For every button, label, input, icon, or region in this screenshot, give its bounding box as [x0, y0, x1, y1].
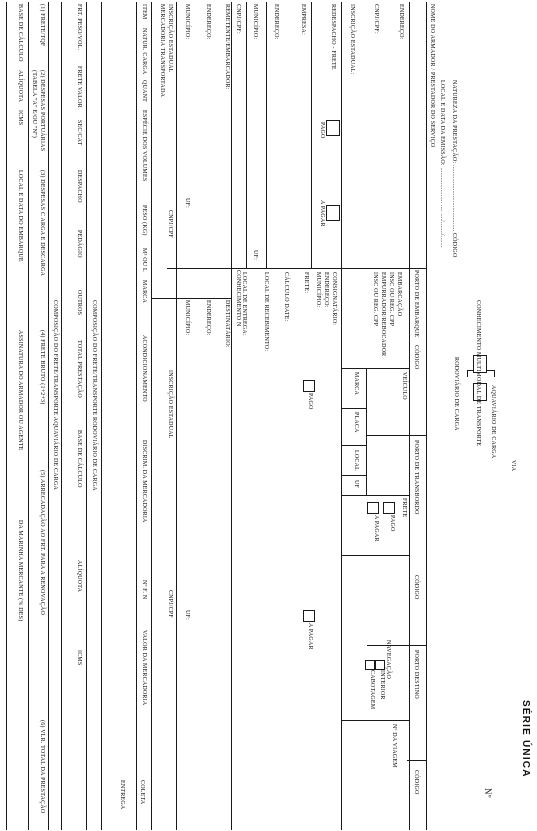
- comp-bottom-1: ALÍQUOTA: [17, 70, 23, 103]
- frete-cell-4: PEDÁGIO: [76, 230, 82, 258]
- comp-bottom-3: LOCAL E DATA DO EMBARQUE: [17, 170, 23, 262]
- endereco-label: ENDEREÇO:: [398, 4, 404, 40]
- comp-tabela-note: (TABELA "A" E/OU "N"): [31, 70, 37, 139]
- municipio-label-3: MUNICÍPIO:: [184, 300, 190, 336]
- comp-top-5: (6) VLR. TOTAL DA PRESTAÇÃO: [39, 720, 45, 814]
- comp-top-4: (5) ARRECADAÇÃO AO FRT. PARA A RENOVAÇÃO: [39, 470, 45, 616]
- conhecimento-title: CONHECIMENTO MULTIMODAL DE TRANSPORTE: [475, 300, 481, 447]
- comp-bottom-0: BASE DE CÁLCULO: [17, 4, 23, 62]
- endereco-consig: ENDEREÇO:: [323, 272, 329, 308]
- serie-unica-title: SÉRIE ÚNICA: [520, 700, 531, 778]
- divider-row-insc: [176, 2, 177, 830]
- cabotagem-checkbox[interactable]: [365, 660, 375, 670]
- merc-col-quant: QUANT: [141, 80, 147, 102]
- pago-label-left: PAGO: [319, 122, 325, 139]
- mercadoria-transportada-label: MERCADORIA TRANSPORTADA: [159, 4, 165, 98]
- vline-uf: [342, 475, 367, 476]
- municipio-label: MUNICÍPIO:: [252, 4, 258, 40]
- calculo-label: CÁLCULO DATE:: [283, 272, 289, 322]
- vline-frete: [342, 495, 410, 496]
- local-entrega-label: LOCAL DE ENTREGA:: [241, 272, 247, 336]
- porto-destino-label: PORTO DESTINO: [413, 650, 419, 699]
- merc-col-m3: M³ OU L: [141, 248, 147, 272]
- navegacao-label: NAVEGAÇÃO: [385, 640, 391, 680]
- codigo-label-3: CÓDIGO: [413, 770, 419, 795]
- remetente-label: REMETENTE/EMBARCADOR:: [224, 4, 230, 90]
- comp-bottom-2: ICMS: [17, 110, 23, 126]
- merc-table-top: [151, 2, 152, 830]
- local-data-emissao: LOCAL E DATA DA EMISSÃO: ..................... .... ..../......./.......: [439, 80, 445, 248]
- comp-bottom-4: ASSINATURA DO ARMADOR OU AGENTE: [17, 330, 23, 451]
- frete-cell-8: ALÍQUOTA: [76, 560, 82, 593]
- merc-col-marca: MARCA: [141, 280, 147, 304]
- frete-table-header-bottom: [86, 2, 87, 830]
- redespacho-apagar-checkbox[interactable]: [326, 205, 340, 221]
- vline-navegacao: [342, 555, 410, 556]
- vline-veiculo: [342, 368, 410, 369]
- cabotagem-label: CABOTAGEM: [369, 670, 375, 710]
- frete-cell-3: DESPACHO: [76, 170, 82, 203]
- merc-col-entrega: ENTREGA: [119, 780, 125, 810]
- consig-pago-label: PAGO: [307, 393, 313, 410]
- comp-top-3: (4) FRETE BRUTO (1+2+3): [39, 330, 45, 405]
- merc-col-coleta: COLETA: [139, 780, 145, 805]
- frete-cell-1: FRETE VALOR: [76, 66, 82, 108]
- uf-label-3: UF:: [184, 610, 190, 620]
- insc-reg-cpp-2: INSC OU REG. CPP: [372, 272, 378, 327]
- frete-cell-5: OUTROS: [76, 290, 82, 316]
- form-bottom-border: [6, 2, 7, 830]
- vline-placa: [342, 408, 367, 409]
- merc-col-natur: NATUR. CARGA: [141, 28, 147, 75]
- merc-col-especie: ESPÉCIE DOS VOLUMES: [141, 110, 147, 182]
- frete-table-top: [101, 2, 102, 830]
- embarcacao-label: EMBARCAÇÃO: [396, 272, 402, 317]
- local-recebimento-label: LOCAL DE RECEBIMENTO:: [263, 272, 269, 352]
- cnpj-cpf-label: CNPJ/CPF:: [373, 4, 379, 34]
- frete-rodoviario-title: COMPOSIÇÃO DO FRETE/TRANSPORTE RODOVIÁRIO DE CARGA: [91, 300, 97, 491]
- divider-row-remetente: [231, 2, 232, 830]
- merc-col-acondicionamento: ACONDICIONAMENTO: [141, 335, 147, 402]
- consig-apagar-checkbox[interactable]: [303, 610, 315, 622]
- comp-top-2: (3) DESPESAS C ARGA E DESCARGA: [39, 170, 45, 277]
- conhecimento-n-label: CONHECIMENTO N: [235, 270, 241, 327]
- comp-aquaviario-title: COMPOSIÇÃO DO FRETE/TRANSPORTE AQUAVIÁRIO DE CARGA: [52, 300, 58, 491]
- frete-header: FRETE: [401, 498, 407, 518]
- frete-cell-0: FRT. PESO/VOL.: [76, 4, 82, 51]
- inscricao-estadual-label: INSCRIÇÃO ESTADUAL:: [349, 4, 355, 75]
- empresa-label: EMPRESA:: [300, 4, 306, 35]
- empurrador-label: EMPURRADOR/REBOCADOR: [380, 272, 386, 357]
- veiculo-label: VEÍCULO: [401, 372, 407, 400]
- vline-porto-embarque: [167, 268, 427, 269]
- frete-pago-label: PAGO: [389, 515, 395, 532]
- insc-reg-cpp: INSC OU REG. CPP: [388, 272, 394, 327]
- uf-label: UF:: [252, 250, 258, 260]
- insc-estadual-short-2: INSCRIÇÃO ESTADUAL: [167, 370, 173, 439]
- cnpj-cpf-label-2: CNPJ/CPF:: [235, 4, 241, 34]
- comp-bottom-5: DA MARINHA MERCANTE (% DES): [17, 520, 23, 622]
- endereco-label-3: ENDEREÇO:: [205, 4, 211, 40]
- n-viagem-label: Nº DA VIAGEM: [391, 724, 397, 768]
- natureza-prestacao: NATUREZA DA PRESTAÇÃO: ....................................... CÓDIGO: [451, 80, 457, 258]
- vline-codigo: [407, 760, 427, 761]
- divider-row1: [426, 2, 427, 830]
- comp-table-header-bottom: [48, 2, 49, 830]
- frete-apagar-label: A PAGAR: [373, 515, 379, 542]
- porto-transbordo-label: PORTO DE TRANSBORDO: [413, 440, 419, 515]
- endereco-label-4: ENDEREÇO:: [205, 300, 211, 336]
- marca-label: MARCA: [353, 372, 359, 396]
- frete-apagar-checkbox[interactable]: [367, 502, 379, 514]
- interior-checkbox[interactable]: [375, 660, 385, 670]
- uf-label-2: UF:: [184, 198, 190, 208]
- consig-apagar-label: A PAGAR: [307, 623, 313, 650]
- frete-consig: FRETE:: [303, 272, 309, 294]
- merc-col-item: ITEM: [141, 4, 147, 20]
- numero-label: Nº: [483, 788, 493, 798]
- divider-consignatario: [341, 268, 342, 830]
- redespacho-pago-checkbox[interactable]: [326, 120, 340, 136]
- codigo-label-1: CÓDIGO: [413, 345, 419, 370]
- frete-pago-checkbox[interactable]: [383, 502, 395, 514]
- aquaviario-label: AQUAVIÁRIO DE CARGA: [490, 385, 496, 459]
- comp-table-top: [61, 2, 62, 830]
- municipio-consig: MUNICÍPIO:: [315, 272, 321, 308]
- vline-destino: [367, 645, 427, 646]
- endereco-label-2: ENDEREÇO:: [273, 4, 279, 40]
- frete-cell-6: TOTAL PRESTAÇÃO: [76, 340, 82, 398]
- codigo-label-2: CÓDIGO: [413, 575, 419, 600]
- comp-table-mid: [28, 2, 29, 830]
- uf-box-label: UF: [353, 480, 359, 489]
- frete-cell-9: ICMS: [76, 650, 82, 666]
- consig-pago-checkbox[interactable]: [303, 380, 315, 392]
- interior-label: INTERIOR: [379, 670, 385, 700]
- divider-row2: [409, 2, 410, 830]
- frete-cell-2: SEC/CAT: [76, 120, 82, 146]
- via-label: VIA: [510, 460, 516, 472]
- destinatario-label: DESTINATÁRIO:: [224, 300, 230, 348]
- consignatario-label: CONSIGNATÁRIO:: [331, 272, 337, 326]
- porto-embarque-label: PORTO DE EMBARQUE: [413, 270, 419, 338]
- vline-local: [342, 445, 367, 446]
- nome-armador-label: NOME DO ARMADOR / PRESTADOR DO SERVIÇO: [429, 4, 435, 148]
- cnpj-cpf-short: CNPJ/CPF: [167, 210, 173, 238]
- divider-left-3: [266, 2, 267, 268]
- merc-col-valor: VALOR DA MERCADORIA: [141, 630, 147, 706]
- comp-top-0: (1) FRETE/TQF: [39, 4, 45, 47]
- local-label: LOCAL: [353, 450, 359, 471]
- cnpj-cpf-short-2: CNPJ/CPF: [167, 590, 173, 618]
- merc-col-peso: PESO (KG): [141, 205, 147, 236]
- frete-cell-7: BASE DE CÁLCULO: [76, 430, 82, 488]
- rodoviario-label: RODOVIÁRIO DE CARGA: [453, 357, 459, 431]
- merc-col-discrim: DISCRIM. DA MERCADORIA: [141, 440, 147, 523]
- divider-left-4: [246, 2, 247, 268]
- divider-left-1: [341, 2, 342, 268]
- vline-transbordo: [367, 435, 427, 436]
- municipio-label-2: MUNICÍPIO:: [184, 4, 190, 40]
- redespacho-label: REDESPACHO - FRETE: [330, 4, 336, 70]
- vline-remetente-destinatario: [152, 298, 232, 299]
- apagar-label-left: A PAGAR: [319, 200, 325, 227]
- merc-table-header-bottom: [136, 2, 137, 830]
- insc-estadual-short: INSCRIÇÃO ESTADUAL: [167, 4, 173, 73]
- vline-viagem: [342, 720, 410, 721]
- comp-top-1: (2) DESPESAS PORTUÁRIAS: [39, 70, 45, 152]
- merc-col-nfn: Nº F. N: [141, 580, 147, 600]
- divider-veiculo: [366, 368, 367, 495]
- placa-label: PLACA: [353, 412, 359, 433]
- divider-left-2: [311, 2, 312, 268]
